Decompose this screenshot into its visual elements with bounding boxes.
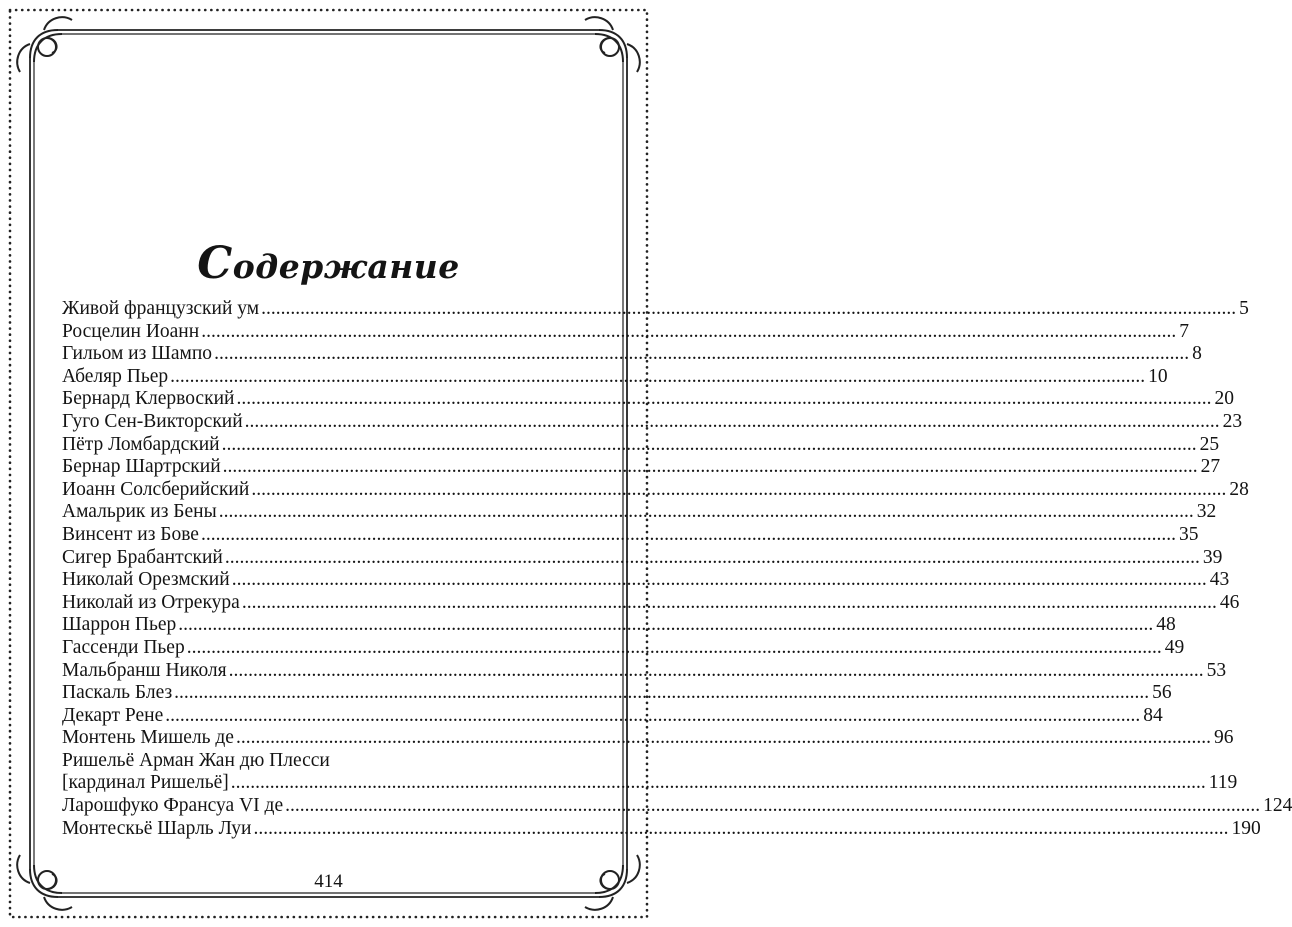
toc-entry-title: Мальбранш Николя: [62, 659, 227, 681]
toc-entry-title: Ришельё Арман Жан дю Плесси: [62, 749, 330, 771]
toc-entry-title: Гассенди Пьер: [62, 636, 185, 658]
toc-entry: [62, 388, 1234, 411]
toc-entry: [62, 659, 1227, 683]
toc-entry-page: 48: [1156, 614, 1176, 636]
toc-leader-dots: ........................................................................................................................................................................................................: [222, 456, 1198, 478]
toc-leader-dots: ........................................................................................................................................................................................................: [261, 298, 1237, 319]
toc-entry-title: Монтень Мишель де: [62, 727, 234, 749]
toc-entry: [62, 298, 1249, 321]
toc-entry: [62, 433, 1220, 457]
toc-entry: [62, 636, 1185, 660]
toc-leader-dots: ........................................................................................................................................................................................................: [253, 817, 1229, 839]
toc-leader-dots: ........................................................................................................................................................................................................: [244, 410, 1220, 432]
toc-entry-page: 5: [1239, 298, 1249, 319]
toc-entry-page: 56: [1152, 682, 1172, 704]
toc-leader-dots: ........................................................................................................................................................................................................: [178, 614, 1154, 636]
toc-entry-page: 25: [1199, 433, 1220, 455]
toc-entry-title: Амальрик из Бены: [62, 501, 217, 523]
toc-entry-title: Декарт Рене: [62, 704, 164, 726]
toc-entry-page: 43: [1209, 569, 1230, 591]
toc-leader-dots: ........................................................................................................................................................................................................: [224, 546, 1200, 568]
toc-entry-page: 20: [1214, 388, 1234, 410]
toc-entry-title: Винсент из Бове: [62, 523, 199, 545]
toc-entry-page: 8: [1192, 343, 1202, 365]
toc-entry-page: 124: [1263, 795, 1292, 817]
toc-leader-dots: ........................................................................................................................................................................................................: [221, 433, 1197, 455]
toc-entry: [62, 501, 1217, 524]
toc-entry-page: 119: [1208, 772, 1238, 794]
toc-entry: [62, 795, 1292, 818]
toc-entry-title: Иоанн Солсберийский: [62, 478, 250, 500]
toc-entry-title: Шаррон Пьер: [62, 614, 177, 636]
toc-leader-dots: ........................................................................................................................................................................................................: [200, 523, 1176, 545]
toc-entry-title: Бернар Шартрский: [62, 456, 221, 478]
toc-entry-title: Паскаль Блез: [62, 682, 173, 704]
toc-entry: [62, 546, 1223, 570]
toc-entry: [62, 591, 1240, 615]
toc-entry: [62, 320, 1189, 344]
page-number: [0, 871, 657, 893]
toc-leader-dots: ........................................................................................................................................................................................................: [170, 365, 1146, 387]
toc-entry: [62, 817, 1261, 841]
toc-leader-dots: ........................................................................................................................................................................................................: [235, 727, 1211, 749]
toc-entry-title: Николай из Отрекура: [62, 591, 240, 613]
toc-entry: [62, 704, 1163, 728]
corner-ornament-top-right: [585, 17, 640, 72]
toc-entry-title: Монтескьё Шарль Луи: [62, 817, 252, 839]
toc-entry-page: 28: [1229, 478, 1249, 500]
toc-entry: [62, 727, 1234, 750]
toc-entry-title: Николай Орезмский: [62, 569, 230, 591]
toc-entry-page: 39: [1202, 546, 1223, 568]
toc-entry: [62, 682, 1172, 705]
toc-entry-title: Живой французский ум: [62, 298, 260, 319]
toc-entry-page: 96: [1213, 727, 1234, 749]
toc-leader-dots: ........................................................................................................................................................................................................: [201, 320, 1177, 342]
toc-leader-dots: ........................................................................................................................................................................................................: [214, 343, 1190, 365]
page-title-rest: одержание: [232, 247, 460, 286]
toc-entry-page: 32: [1196, 501, 1217, 523]
toc-entry-page: 27: [1200, 456, 1221, 478]
toc-entry-page: 35: [1178, 523, 1199, 545]
toc-entry-page: 46: [1219, 591, 1240, 613]
toc-leader-dots: ........................................................................................................................................................................................................: [251, 478, 1227, 500]
toc-entry-title: Сигер Брабантский: [62, 546, 223, 568]
toc-entry-title: Росцелин Иоанн: [62, 320, 200, 342]
toc-entry-title: Гильом из Шампо: [62, 343, 213, 365]
toc-leader-dots: ........................................................................................................................................................................................................: [228, 659, 1204, 681]
toc-entry: [62, 772, 1238, 795]
toc-entry: [62, 343, 1202, 366]
toc-entry: [62, 456, 1221, 479]
table-of-contents: [62, 298, 1292, 840]
toc-entry: [62, 410, 1243, 434]
toc-leader-dots: ........................................................................................................................................................................................................: [285, 795, 1261, 817]
toc-entry: [62, 750, 598, 773]
toc-leader-dots: ........................................................................................................................................................................................................: [186, 636, 1162, 658]
toc-leader-dots: ........................................................................................................................................................................................................: [236, 388, 1212, 410]
toc-entry-title: Гуго Сен-Викторский: [62, 410, 243, 432]
toc-entry-title: Бернард Клервоский: [62, 388, 235, 410]
toc-entry-page: 23: [1222, 410, 1243, 432]
toc-entry: [62, 365, 1168, 389]
toc-entry: [62, 614, 1176, 637]
toc-entry-title: Абеляр Пьер: [62, 365, 169, 387]
toc-leader-dots: ........................................................................................................................................................................................................: [174, 682, 1150, 704]
page-title-initial: С: [197, 238, 233, 289]
toc-entry-page: 53: [1206, 659, 1227, 681]
toc-entry-title: Пётр Ломбардский: [62, 433, 220, 455]
toc-entry-title: [кардинал Ришельё]: [62, 772, 229, 794]
toc-leader-dots: ........................................................................................................................................................................................................: [231, 569, 1207, 591]
corner-ornament-top-left: [17, 17, 72, 72]
toc-entry-page: 49: [1164, 636, 1185, 658]
toc-leader-dots: ........................................................................................................................................................................................................: [165, 704, 1141, 726]
page-number-text: 414: [304, 871, 353, 892]
toc-entry: [62, 478, 1249, 502]
toc-entry-page: 190: [1231, 817, 1261, 839]
toc-entry: [62, 523, 1199, 547]
toc-entry-page: 7: [1179, 320, 1189, 342]
toc-entry: [62, 569, 1230, 592]
toc-entry-title: Ларошфуко Франсуа VI де: [62, 795, 284, 817]
page-title: [0, 238, 657, 289]
toc-leader-dots: ........................................................................................................................................................................................................: [241, 591, 1217, 613]
toc-entry-page: 10: [1148, 365, 1168, 387]
toc-leader-dots: ........................................................................................................................................................................................................: [218, 501, 1194, 523]
toc-entry-page: 84: [1143, 704, 1163, 726]
toc-leader-dots: ........................................................................................................................................................................................................: [230, 772, 1206, 794]
